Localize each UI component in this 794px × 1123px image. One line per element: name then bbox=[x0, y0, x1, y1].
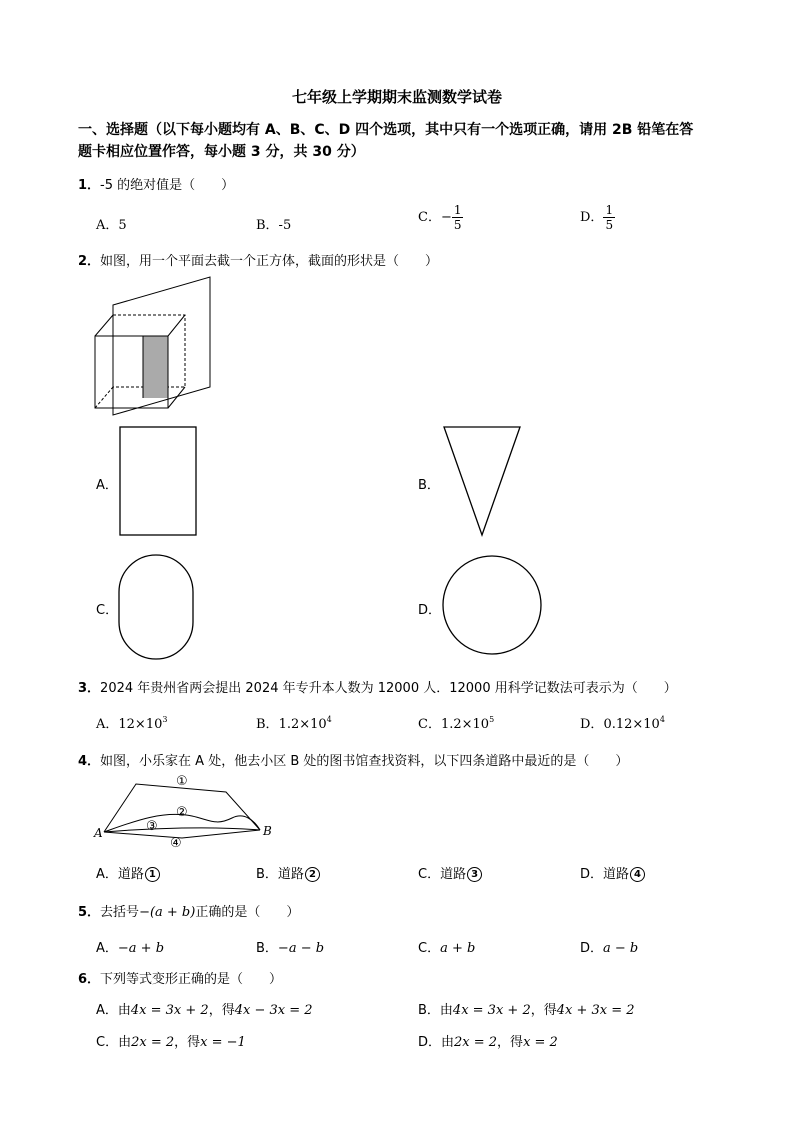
edge bbox=[95, 315, 113, 336]
q2-option-c-label: C． bbox=[96, 603, 119, 618]
section-heading-line1: 一、选择题（以下每小题均有 A、B、C、D 四个选项，其中只有一个选项正确，请用 2B 铅笔在答 bbox=[78, 122, 694, 138]
q5-option-a: A．−a + b bbox=[96, 941, 165, 956]
q4-option-a: A．道路 1 bbox=[96, 863, 160, 882]
question-3: 3．2024 年贵州省两会提出 2024 年专升本人数为 12000 人．12000 用科学记数法可表示为（ ） bbox=[78, 681, 677, 696]
q2-option-d-label: D． bbox=[418, 603, 442, 618]
route-4-label: ④ bbox=[170, 836, 182, 851]
q6-option-b: B．由4x = 3x + 2，得4x + 3x = 2 bbox=[418, 1003, 635, 1018]
cube-section-figure bbox=[80, 270, 230, 420]
q4-option-c: C．道路 3 bbox=[418, 863, 482, 882]
cut-face bbox=[143, 336, 168, 398]
q6-option-c: C．由2x = 2，得x = −1 bbox=[96, 1035, 246, 1050]
q1-option-c: C．− $\frac{1}{5}$ bbox=[418, 203, 462, 232]
point-a-label: A bbox=[94, 826, 103, 840]
q5-option-d: D．a − b bbox=[580, 941, 639, 956]
route-3 bbox=[104, 828, 260, 832]
fraction: $\frac{1}{5}$ bbox=[605, 203, 614, 232]
q3-option-b: B．$1.2\times 10^4$ bbox=[256, 715, 332, 732]
math-expression: −(a + b) bbox=[139, 905, 196, 920]
question-6: 6．下列等式变形正确的是（ ） bbox=[78, 972, 283, 987]
route-3-label: ③ bbox=[146, 819, 158, 834]
q6-option-d: D．由2x = 2，得x = 2 bbox=[418, 1035, 558, 1050]
stadium-shape bbox=[117, 553, 197, 663]
point-b-label: B bbox=[263, 824, 272, 838]
question-number: 1． bbox=[78, 178, 101, 193]
edge bbox=[168, 315, 185, 336]
q4-option-b: B．道路 2 bbox=[256, 863, 320, 882]
q3-option-c: C．$1.2\times 10^5$ bbox=[418, 715, 495, 732]
triangle-shape bbox=[440, 425, 524, 539]
q2-option-a-label: A． bbox=[96, 478, 118, 493]
q3-option-a: A．$12\times 10^3$ bbox=[96, 715, 168, 732]
circle-shape bbox=[441, 554, 545, 658]
route-2-label: ② bbox=[176, 805, 188, 820]
question-5: 5．去括号−(a + b)正确的是（ ） bbox=[78, 905, 300, 920]
edge bbox=[95, 387, 113, 408]
q5-option-c: C．a + b bbox=[418, 941, 476, 956]
route-4 bbox=[104, 830, 260, 838]
question-4: 4．如图，小乐家在 A 处，他去小区 B 处的图书馆查找资料，以下四条道路中最近的是（ ） bbox=[78, 754, 629, 769]
fraction: $\frac{1}{5}$ bbox=[453, 203, 462, 232]
q3-option-d: D．$0.12\times 10^4$ bbox=[580, 715, 665, 732]
route-figure bbox=[92, 770, 282, 850]
route-1-label: ① bbox=[176, 774, 188, 789]
q1-option-d: D． $\frac{1}{5}$ bbox=[580, 203, 614, 232]
section-heading-line2: 题卡相应位置作答，每小题 3 分，共 30 分） bbox=[78, 144, 365, 160]
q6-option-a: A．由4x = 3x + 2，得4x − 3x = 2 bbox=[96, 1003, 313, 1018]
q1-option-b: B．-5 bbox=[256, 218, 292, 233]
q1-option-a: A．5 bbox=[96, 218, 127, 233]
question-1 bbox=[78, 174, 234, 193]
page-title: 七年级上学期期末监测数学试卷 bbox=[291, 88, 502, 106]
q5-option-b: B．−a − b bbox=[256, 941, 325, 956]
q2-option-b-label: B． bbox=[418, 478, 440, 493]
question-stem: -5 的绝对值是（ ） bbox=[100, 178, 235, 193]
rectangle-shape bbox=[118, 425, 200, 537]
edge bbox=[168, 387, 185, 408]
q4-option-d: D．道路 4 bbox=[580, 863, 645, 882]
question-2: 2．如图，用一个平面去截一个正方体，截面的形状是（ ） bbox=[78, 254, 439, 269]
